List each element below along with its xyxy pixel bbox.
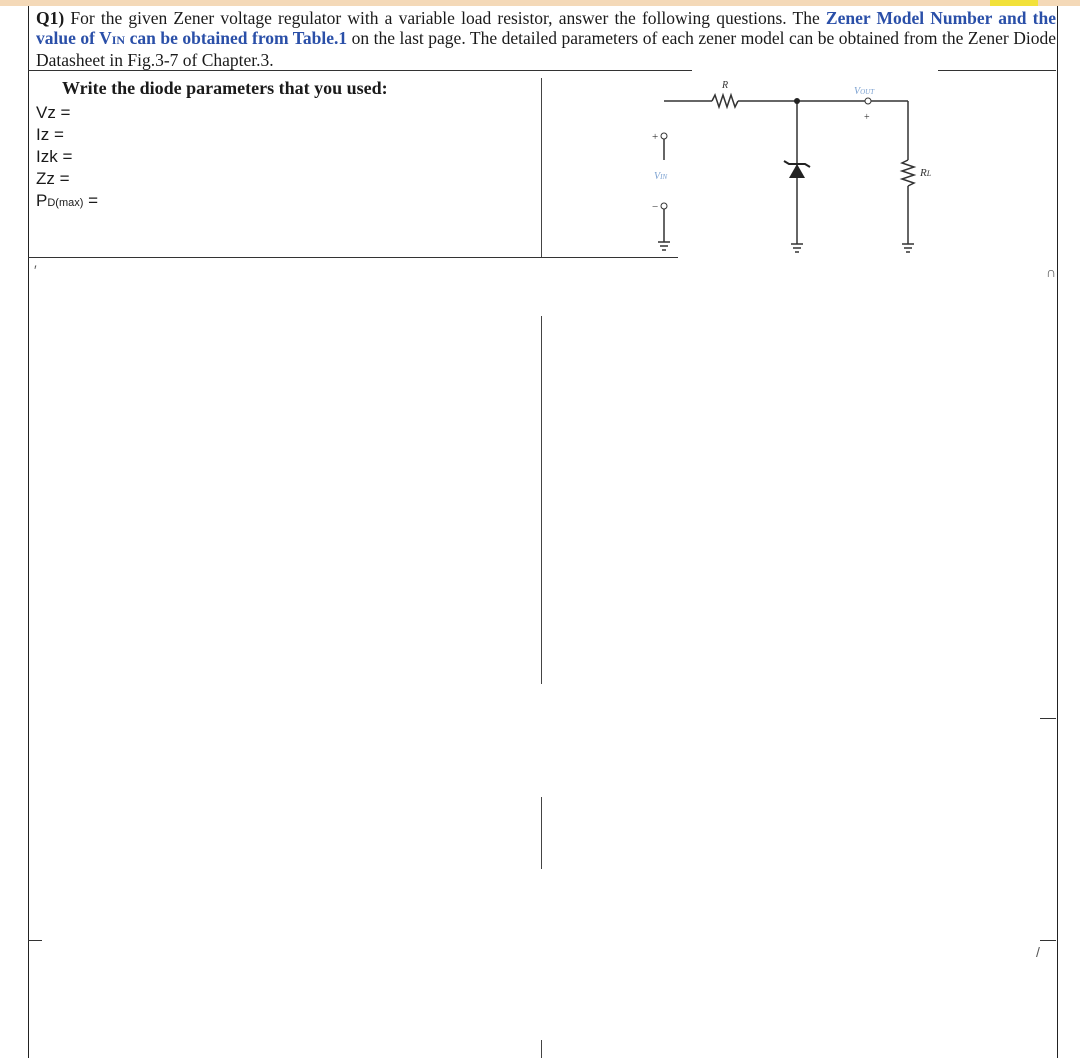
zener-regulator-circuit: [640, 68, 940, 278]
vin-label: VIN: [654, 171, 668, 182]
edge-mark: [1040, 718, 1056, 719]
stray-mark: ∩: [1046, 264, 1057, 280]
vout-terminal: [865, 98, 871, 104]
zener-diode-symbol: [784, 161, 810, 178]
vin-plus-terminal: [661, 133, 667, 139]
param-zz: Zz =: [36, 169, 70, 188]
question-rest: on the last page. The detailed parameters of each zener model can be obtained from the Zener Diode Datasheet in Fig.3-7 of Chapter.3.: [36, 28, 1056, 70]
param-iz: Iz =: [36, 125, 64, 144]
stray-mark: /: [1036, 944, 1040, 960]
vout-label: VOUT: [854, 86, 875, 97]
divider-line: [541, 316, 542, 684]
vin-minus: −: [652, 201, 659, 213]
question-text: [36, 8, 1056, 70]
separator-line: [938, 70, 1056, 71]
param-pdmax: PD(max) =: [36, 191, 99, 210]
edge-mark: [1040, 940, 1056, 941]
divider-line: [541, 1040, 542, 1058]
stray-mark: ′: [34, 262, 37, 278]
junction-node: [794, 98, 800, 104]
separator-line: [28, 70, 692, 71]
param-vz: Vz =: [36, 103, 71, 122]
vout-plus: +: [864, 112, 870, 123]
separator-line: [28, 257, 678, 258]
params-title: Write the diode parameters that you used:: [62, 78, 388, 98]
vin-plus: +: [652, 131, 659, 143]
question-emphasis: Zener Model Number and the value of VIN can be obtained from Table.1: [36, 8, 1056, 48]
ground-symbols: [658, 242, 914, 252]
vin-minus-terminal: [661, 203, 667, 209]
question-intro: For the given Zener voltage regulator with a variable load resistor, answer the following questions. The: [64, 8, 826, 28]
edge-mark: [28, 940, 42, 941]
r-label: R: [722, 80, 729, 91]
divider-line: [541, 78, 542, 258]
rl-label: RL: [920, 167, 932, 179]
question-number: Q1): [36, 8, 65, 28]
divider-line: [541, 797, 542, 869]
param-izk: Izk =: [36, 147, 73, 166]
